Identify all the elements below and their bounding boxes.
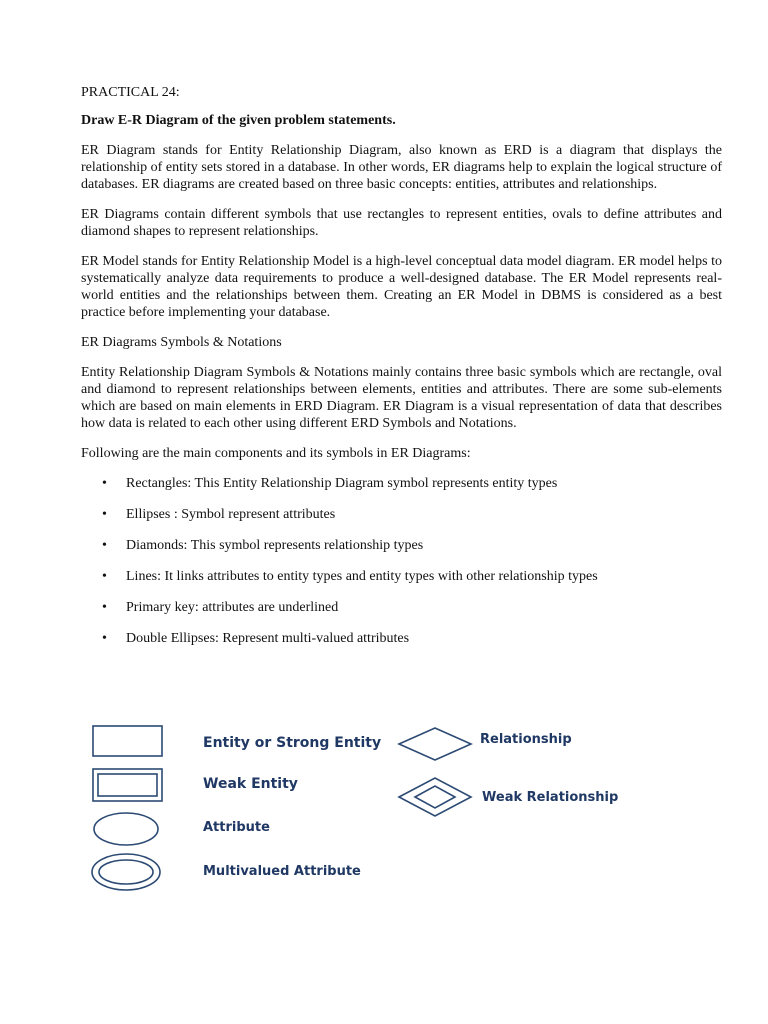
weak-entity-inner-rectangle-symbol <box>98 774 157 796</box>
paragraph-er-model-definition: ER Model stands for Entity Relationship Model is a high-level conceptual data model diagram. ER model helps to systematically analyze data requirements to produce a well-designed database. The ER Model represents real-world entities and the relationships between them. Creating an ER Model in DBMS is considered as a best practice before implementing your database. <box>81 254 722 320</box>
legend-label-multivalued-attribute: Multivalued Attribute <box>203 864 361 879</box>
list-item-lines: • Lines: It links attributes to entity types and entity types with other relationship types <box>126 568 722 585</box>
weak-relationship-inner-diamond-symbol <box>415 786 455 808</box>
relationship-diamond-symbol <box>399 728 471 760</box>
section-title-symbols-notations: ER Diagrams Symbols & Notations <box>81 335 282 350</box>
list-item-double-ellipses: • Double Ellipses: Represent multi-valued attributes <box>126 630 722 647</box>
legend-label-entity: Entity or Strong Entity <box>203 735 382 751</box>
legend-label-attribute: Attribute <box>203 820 270 835</box>
paragraph-components-intro: Following are the main components and its symbols in ER Diagrams: <box>81 446 471 461</box>
paragraph-symbols-description: Entity Relationship Diagram Symbols & Notations mainly contains three basic symbols which are rectangle, oval and diamond to represent relationships between elements, entities and attributes. There are some sub-elements which are based on main elements in ERD Diagram. ER Diagram is a visual representation of data that describes how data is related to each other using different ERD Symbols and Notations. <box>81 365 722 431</box>
entity-rectangle-symbol <box>93 726 162 756</box>
practical-heading: Draw E-R Diagram of the given problem statements. <box>81 113 396 128</box>
document-body <box>81 84 722 661</box>
paragraph-er-symbols-intro: ER Diagrams contain different symbols that use rectangles to represent entities, ovals to define attributes and diamond shapes to represent relationships. <box>81 207 722 239</box>
legend-label-weak-relationship: Weak Relationship <box>482 790 619 805</box>
list-item-rectangles: • Rectangles: This Entity Relationship Diagram symbol represents entity types <box>126 475 722 492</box>
multivalued-attribute-inner-ellipse-symbol <box>99 860 153 884</box>
list-item-ellipses: • Ellipses : Symbol represent attributes <box>126 506 722 523</box>
paragraph-er-diagram-definition: ER Diagram stands for Entity Relationship Diagram, also known as ERD is a diagram that displays the relationship of entity sets stored in a database. In other words, ER diagrams help to explain the logical structure of databases. ER diagrams are created based on three basic concepts: entities, attributes and relationships. <box>81 143 722 192</box>
attribute-ellipse-symbol <box>94 813 158 845</box>
list-item-primary-key: • Primary key: attributes are underlined <box>126 599 722 616</box>
list-item-diamonds: • Diamonds: This symbol represents relationship types <box>126 537 722 554</box>
legend-label-weak-entity: Weak Entity <box>203 776 298 792</box>
er-symbols-legend <box>80 718 640 898</box>
weak-relationship-outer-diamond-symbol <box>399 778 471 816</box>
components-list <box>81 475 722 647</box>
legend-label-relationship: Relationship <box>480 732 572 747</box>
practical-number: PRACTICAL 24: <box>81 85 180 100</box>
